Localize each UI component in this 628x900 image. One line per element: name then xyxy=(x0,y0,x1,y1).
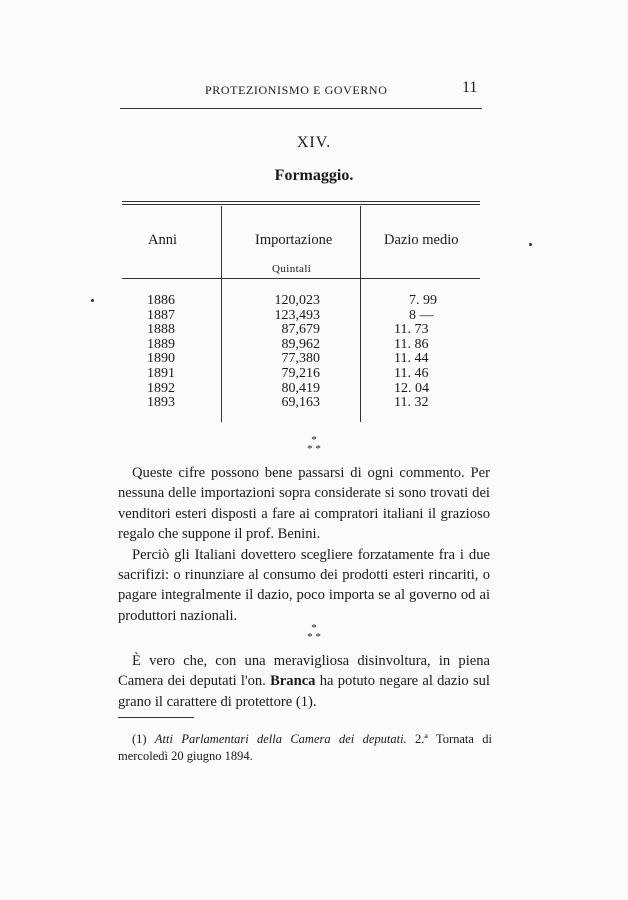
table-cell: 8 — xyxy=(409,307,434,323)
paragraph-text: ha potuto negare al dazio sul grano il carattere di protettore (1). xyxy=(118,673,490,710)
body-text-block xyxy=(118,651,490,712)
asterism-separator xyxy=(0,624,628,642)
paragraph xyxy=(118,651,490,712)
paragraph: Perciò gli Italiani dovettero scegliere forzatamente fra i due sacrifizi: o rinunziare al consumo dei prodotti esteri rincariti, o pagare integralmente il dazio, poco importa se al governo od ai produttori nazionali. xyxy=(118,546,490,624)
body-text-block xyxy=(118,463,490,626)
section-number: XIV. xyxy=(296,134,332,151)
table-cell: 1889 xyxy=(147,336,175,352)
table-cell: 69,163 xyxy=(281,395,320,411)
imports-column xyxy=(250,294,320,411)
table-cell: 1888 xyxy=(147,322,175,338)
table-cell: 80,419 xyxy=(281,380,320,396)
asterism-bottom: * * xyxy=(307,443,321,455)
table-divider-1 xyxy=(221,206,222,422)
table-divider-2 xyxy=(360,206,361,422)
column-header-years: Anni xyxy=(148,232,177,248)
table-cell: 11. 86 xyxy=(394,336,429,352)
table-top-rule-2 xyxy=(122,204,480,205)
table-cell: 120,023 xyxy=(274,293,320,308)
asterism-bottom: * * xyxy=(307,631,321,643)
column-header-import: Importazione xyxy=(255,232,333,248)
column-header-duty: Dazio medio xyxy=(384,232,459,248)
table-cell: 11. 32 xyxy=(394,395,429,411)
page-number: 11 xyxy=(462,79,478,96)
footnote-text xyxy=(118,731,492,765)
print-speck xyxy=(91,299,94,302)
paragraph: Queste cifre possono bene passarsi di ogni commento. Per nessuna delle importazioni sopra considerate si sono trovati dei venditori esteri disposti a fare ai compratori italiani il grazioso regalo che suppone il prof. Benini. xyxy=(118,465,490,543)
table-cell: 89,962 xyxy=(281,336,320,352)
table-header-rule xyxy=(122,278,480,279)
table-cell: 79,216 xyxy=(281,365,320,381)
footnote xyxy=(118,731,492,765)
table-cell: 1890 xyxy=(147,351,175,367)
table-cell: 1892 xyxy=(147,380,175,396)
running-header-title: PROTEZIONISMO E GOVERNO xyxy=(205,83,388,97)
table-cell: 11. 44 xyxy=(394,351,429,367)
footnote-source: Atti Parlamentari della Camera dei deputati. xyxy=(154,732,407,746)
column-header-import-unit: Quintali xyxy=(272,263,312,275)
footnote-detail: 2.ª Tornata di mercoledì 20 giugno 1894. xyxy=(118,732,493,763)
asterism-top: * xyxy=(311,434,317,446)
asterism-separator xyxy=(0,436,628,454)
paragraph-text: È vero che, con una meravigliosa disinvoltura, in piena Camera dei deputati l'on. xyxy=(118,653,490,690)
table-cell: 1887 xyxy=(147,307,175,323)
table-cell: 11. 46 xyxy=(394,365,429,381)
table-cell: 77,380 xyxy=(281,351,320,367)
table-cell: 12. 04 xyxy=(394,380,429,396)
years-column xyxy=(147,294,175,411)
table-cell: 123,493 xyxy=(274,307,320,323)
bold-name: Branca xyxy=(270,673,316,690)
asterism-top: * xyxy=(311,622,317,634)
footnote-marker: (1) xyxy=(132,732,147,746)
footnote-rule xyxy=(118,717,194,718)
table-cell: 1886 xyxy=(147,293,175,308)
section-title: Formaggio. xyxy=(274,167,354,184)
table-cell: 87,679 xyxy=(281,322,320,338)
table-cell: 7. 99 xyxy=(409,293,437,308)
table-cell: 11. 73 xyxy=(394,322,429,338)
duties-column xyxy=(394,294,437,411)
table-cell: 1891 xyxy=(147,365,175,381)
table-cell: 1893 xyxy=(147,395,175,411)
print-speck xyxy=(529,243,532,246)
table-top-rule xyxy=(122,201,480,202)
